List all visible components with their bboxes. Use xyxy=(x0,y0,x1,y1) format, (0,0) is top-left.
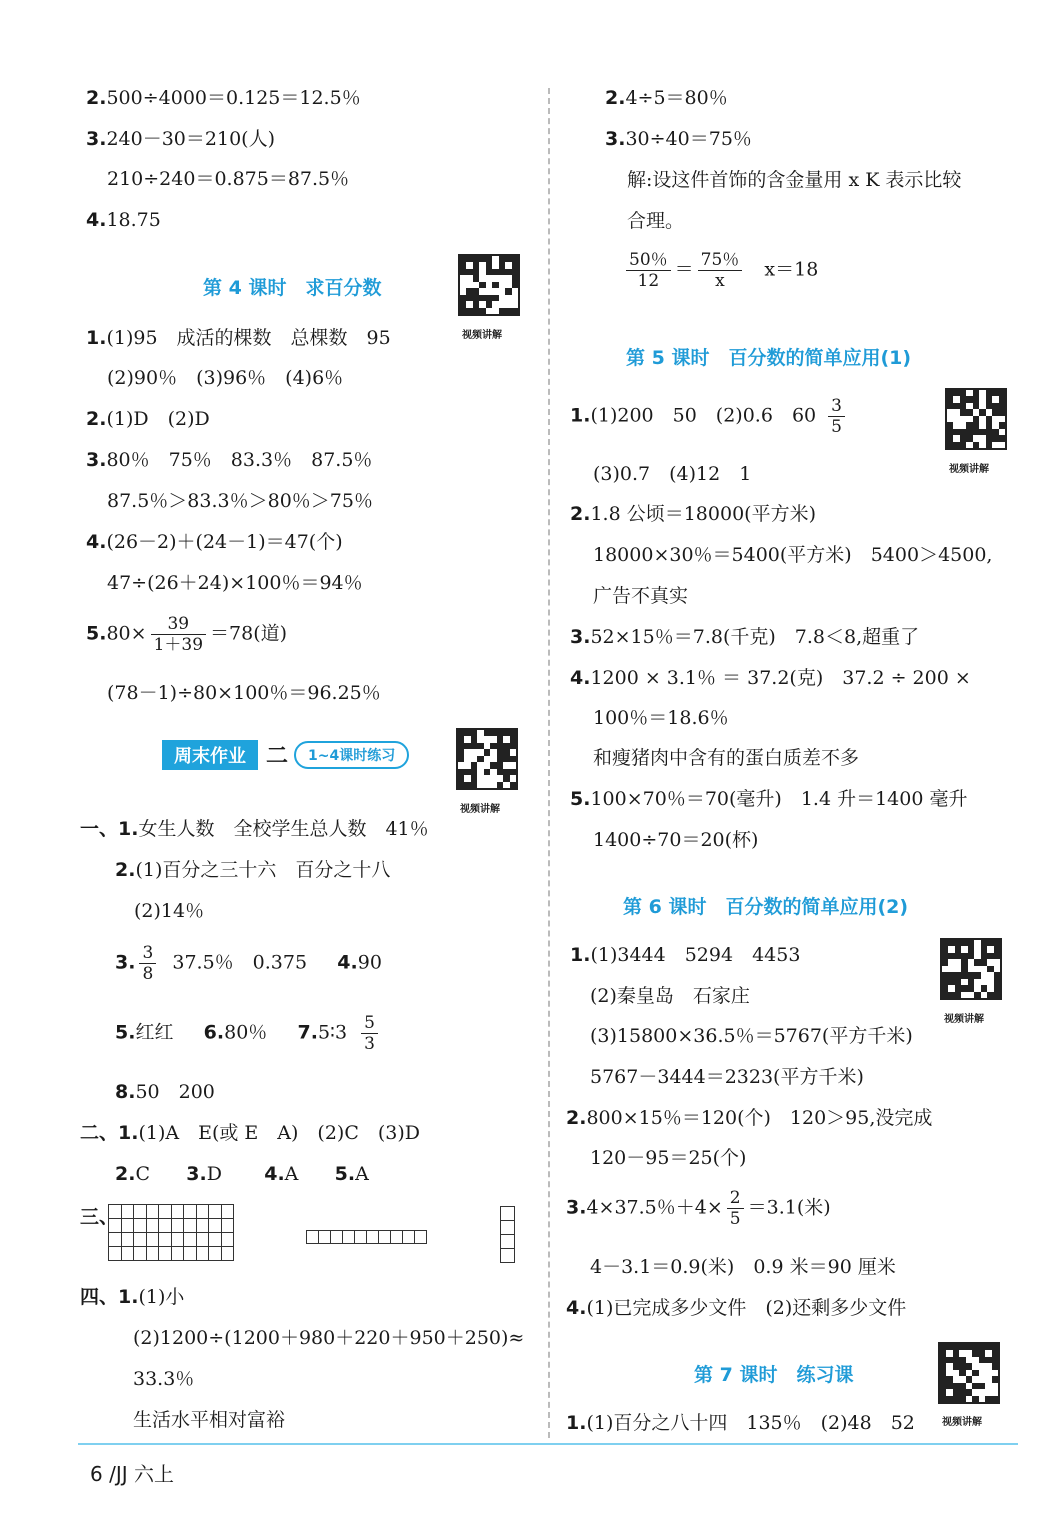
answer-line: 4－3.1＝0.9(米) 0.9 米＝90 厘米 xyxy=(590,1256,896,1278)
fraction: $\frac{3}{8}$ xyxy=(139,943,156,984)
answer-line: 广告不真实 xyxy=(593,585,689,607)
answer-line: 1.(1)95 成活的棵数 总棵数 95 xyxy=(86,327,391,349)
answer-line: 5.红红 6.80％ 7.5∶3 $\frac{5}{3}$ xyxy=(115,1013,382,1054)
fraction: $\frac{50\%}{12}$ xyxy=(626,250,671,291)
answer-line: 18000×30％＝5400(平方米) 5400＞4500, xyxy=(593,544,993,566)
answer-line: 5.100×70％＝70(毫升) 1.4 升＝1400 毫升 xyxy=(570,788,968,810)
answer-line: 三、 xyxy=(80,1206,119,1228)
answer-line: 5767－3444＝2323(平方千米) xyxy=(590,1066,864,1088)
qr-label: 视频讲解 xyxy=(942,1417,982,1428)
section-heading-lesson6: 第 6 课时 百分数的简单应用(2) xyxy=(623,896,909,918)
qr-label: 视频讲解 xyxy=(944,1014,984,1025)
grid-figure-large xyxy=(108,1204,233,1260)
answer-line: 2.1.8 公顷＝18000(平方米) xyxy=(570,503,816,525)
answer-line: (2)90％ (3)96％ (4)6％ xyxy=(107,367,344,389)
page-footer: 6 /JJ 六上 xyxy=(90,1462,174,1486)
section-heading-lesson7: 第 7 课时 练习课 xyxy=(694,1364,854,1386)
answer-line: 生活水平相对富裕 xyxy=(133,1409,286,1431)
answer-line: 和瘦猪肉中含有的蛋白质差不多 xyxy=(593,747,860,769)
footer-rule xyxy=(78,1443,1018,1445)
answer-line: 四、1.(1)小 xyxy=(80,1286,185,1308)
answer-line: 8.50 200 xyxy=(115,1081,215,1103)
answer-line: 合理。 xyxy=(627,210,685,232)
qr-code[interactable] xyxy=(940,938,1002,1000)
answer-line: 100％＝18.6％ xyxy=(593,707,729,729)
qr-code[interactable] xyxy=(458,254,520,316)
answer-line: 一、1.女生人数 全校学生总人数 41％ xyxy=(80,818,429,840)
answer-line: 1.(1)百分之八十四 135％ (2)48 52 xyxy=(566,1412,915,1434)
qr-code[interactable] xyxy=(456,728,518,790)
answer-line: 1.(1)3444 5294 4453 xyxy=(570,944,801,966)
section-heading-lesson5: 第 5 课时 百分数的简单应用(1) xyxy=(626,347,912,369)
answer-line: 33.3％ xyxy=(133,1368,195,1390)
answer-line: 二、1.(1)A E(或 E A) (2)C (3)D xyxy=(80,1122,421,1144)
answer-line: 2.500÷4000＝0.125＝12.5％ xyxy=(86,87,361,109)
answer-line: 2.C 3.D 4.A 5.A xyxy=(115,1163,369,1185)
answer-line: 4.1200 × 3.1％ ＝ 37.2(克) 37.2 ÷ 200 × xyxy=(570,667,971,689)
fraction: $\frac{5}{3}$ xyxy=(361,1013,378,1054)
answer-line: 2.(1)D (2)D xyxy=(86,408,210,430)
answer-line: 47÷(26＋24)×100％＝94％ xyxy=(107,572,363,594)
grid-figure-row xyxy=(306,1230,426,1243)
answer-line: (2)秦皇岛 石家庄 xyxy=(590,985,750,1007)
answer-line: 3.30÷40＝75％ xyxy=(605,128,752,150)
qr-code[interactable] xyxy=(938,1342,1000,1404)
answer-line: 87.5％＞83.3％＞80％＞75％ xyxy=(107,490,373,512)
answer-line: (3)15800×36.5％＝5767(平方千米) xyxy=(590,1025,913,1047)
answer-line: (2)1200÷(1200＋980＋220＋950＋250)≈ xyxy=(133,1327,525,1349)
section-heading-lesson4: 第 4 课时 求百分数 xyxy=(203,277,382,299)
qr-label: 视频讲解 xyxy=(462,330,502,341)
answer-line: 2.(1)百分之三十六 百分之十八 xyxy=(115,859,391,881)
column-divider xyxy=(548,88,550,1438)
answer-line: 1.(1)200 50 (2)0.6 60 $\frac{3}{5}$ xyxy=(570,396,849,437)
answer-line: 4.18.75 xyxy=(86,209,161,231)
weekend-badge: 周末作业 xyxy=(162,740,258,770)
answer-line: 3.52×15％＝7.8(千克) 7.8＜8,超重了 xyxy=(570,626,920,648)
qr-label: 视频讲解 xyxy=(460,804,500,815)
answer-line: 5.80× $\frac{39}{1+39}$ ＝78(道) xyxy=(86,614,288,655)
fraction: $\frac{75\%}{x}$ xyxy=(698,250,743,291)
answer-line: 3. $\frac{3}{8}$ 37.5％ 0.375 4.90 xyxy=(115,943,382,984)
weekend-number: 二 xyxy=(266,744,289,769)
answer-line: 3.80％ 75％ 83.3％ 87.5％ xyxy=(86,449,373,471)
answer-line: 2.800×15％＝120(个) 120＞95,没完成 xyxy=(566,1107,933,1129)
answer-line: 4.(1)已完成多少文件 (2)还剩多少文件 xyxy=(566,1297,907,1319)
answer-line: 3.240－30＝210(人) xyxy=(86,128,275,150)
grid-figure-column xyxy=(500,1206,514,1262)
answer-line: 120－95＝25(个) xyxy=(590,1147,747,1169)
answer-line: 2.4÷5＝80％ xyxy=(605,87,728,109)
fraction: $\frac{3}{5}$ xyxy=(828,396,845,437)
weekend-subtitle: 1~4课时练习 xyxy=(294,741,409,769)
answer-line: 3.4×37.5％＋4× $\frac{2}{5}$ ＝3.1(米) xyxy=(566,1188,831,1229)
fraction: $\frac{39}{1+39}$ xyxy=(151,614,206,655)
qr-code[interactable] xyxy=(945,388,1007,450)
answer-line: 解:设这件首饰的含金量用 x K 表示比较 xyxy=(627,169,962,191)
answer-line: 4.(26－2)＋(24－1)＝47(个) xyxy=(86,531,343,553)
answer-line: $\frac{50\%}{12}$ ＝ $\frac{75\%}{x}$ x＝18 xyxy=(622,250,818,291)
weekend-homework-banner xyxy=(162,739,409,770)
answer-line: (3)0.7 (4)12 1 xyxy=(593,463,752,485)
answer-line: 1400÷70＝20(杯) xyxy=(593,829,759,851)
qr-label: 视频讲解 xyxy=(949,464,989,475)
answer-line: (78－1)÷80×100％＝96.25％ xyxy=(107,682,381,704)
answer-line: 210÷240＝0.875＝87.5％ xyxy=(107,168,350,190)
fraction: $\frac{2}{5}$ xyxy=(727,1188,744,1229)
answer-line: (2)14％ xyxy=(134,900,205,922)
